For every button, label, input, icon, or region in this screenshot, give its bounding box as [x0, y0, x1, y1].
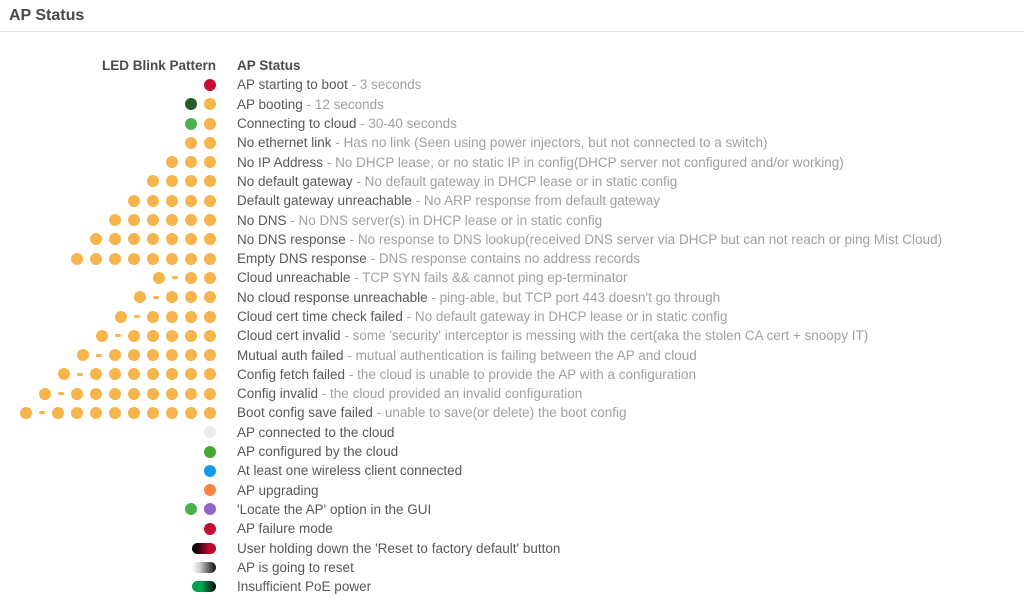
led-dot-orange [147, 311, 159, 323]
status-cell [237, 405, 627, 420]
led-dash [77, 373, 83, 376]
status-name: No DNS response [237, 231, 346, 247]
led-pattern-cell [0, 98, 216, 110]
status-cell [237, 328, 868, 343]
status-description: the cloud is unable to provide the AP with a configuration [357, 366, 697, 382]
status-name: AP starting to boot [237, 77, 348, 93]
status-name: Empty DNS response [237, 251, 367, 267]
led-dot-orange [166, 233, 178, 245]
status-name: AP configured by the cloud [237, 444, 399, 460]
led-dot-orange [71, 388, 83, 400]
status-description: some 'security' interceptor is messing with the cert(aka the stolen CA cert + snoopy IT) [352, 328, 869, 344]
led-dash [172, 276, 178, 279]
status-name: Default gateway unreachable [237, 193, 412, 209]
table-row [0, 500, 1024, 519]
led-pill-black-red [192, 543, 216, 554]
led-pattern-cell [0, 233, 216, 245]
led-dot-orange [185, 156, 197, 168]
status-cell [237, 541, 560, 556]
led-dot-green [185, 503, 197, 515]
status-description: the cloud provided an invalid configuration [330, 386, 583, 402]
status-description: No response to DNS lookup(received DNS server via DHCP but can not reach or ping Mist Cloud) [357, 231, 943, 247]
status-description: No default gateway in DHCP lease or in static config [414, 309, 728, 324]
led-dot-orange [128, 233, 140, 245]
led-dot-orange [204, 272, 216, 284]
status-name: No cloud response unreachable [237, 289, 428, 305]
led-dash [153, 296, 159, 299]
table-row [0, 114, 1024, 133]
table-row [0, 75, 1024, 94]
status-separator: - [340, 328, 353, 344]
status-name: Cloud cert time check failed [237, 309, 403, 324]
table-header-row [0, 56, 1024, 75]
status-name: Config invalid [237, 386, 319, 402]
status-description: DNS response contains no address records [378, 251, 640, 267]
status-name: Connecting to cloud [237, 116, 357, 132]
led-dot-orange [90, 253, 102, 265]
led-status-table [0, 56, 1024, 596]
led-dot-orange [166, 253, 178, 265]
led-pattern-cell [0, 272, 216, 284]
table-row [0, 538, 1024, 557]
status-cell [237, 155, 844, 170]
led-dot-orange [77, 349, 89, 361]
led-dot-orange [147, 175, 159, 187]
status-name: AP is going to reset [237, 559, 354, 575]
status-name: User holding down the 'Reset to factory default' button [237, 540, 561, 556]
table-row [0, 403, 1024, 422]
status-separator: - [356, 116, 369, 132]
status-name: Cloud cert invalid [237, 328, 341, 344]
status-description: unable to save(or delete) the boot config [384, 405, 627, 421]
status-description: TCP SYN fails && cannot ping ep-terminator [362, 270, 628, 286]
led-dot-orange [147, 214, 159, 226]
table-row [0, 191, 1024, 210]
table-row [0, 558, 1024, 577]
header-divider [0, 31, 1024, 32]
status-separator: - [411, 193, 424, 209]
status-cell [237, 97, 384, 112]
status-description: Has no link (Seen using power injectors, but not connected to a switch) [343, 135, 768, 151]
status-cell [237, 483, 319, 498]
status-separator: - [402, 309, 415, 324]
table-row [0, 307, 1024, 326]
led-dot-orange [204, 137, 216, 149]
table-row [0, 423, 1024, 442]
led-dot-orange [109, 349, 121, 361]
led-dot-orange [166, 388, 178, 400]
led-dot-orange [185, 349, 197, 361]
status-separator: - [372, 405, 385, 421]
led-dot-orange [71, 253, 83, 265]
status-description: ping-able, but TCP port 443 doesn't go through [439, 289, 721, 305]
table-row [0, 326, 1024, 345]
led-dot-medgreen [204, 446, 216, 458]
led-dot-green [185, 118, 197, 130]
led-dot-orange [134, 291, 146, 303]
status-name: No DNS [237, 212, 287, 228]
led-pill-green-black [192, 581, 216, 592]
led-dot-orange [147, 330, 159, 342]
status-cell [237, 367, 696, 382]
status-separator: - [347, 77, 360, 93]
led-dot-orange [204, 98, 216, 110]
led-dot-orange [185, 368, 197, 380]
led-dot-orange [153, 272, 165, 284]
led-dot-orange [109, 388, 121, 400]
led-dot-orange [185, 330, 197, 342]
table-row [0, 210, 1024, 229]
status-cell [237, 232, 942, 247]
led-pattern-cell [0, 465, 216, 477]
led-dot-orange [20, 407, 32, 419]
status-description: No DNS server(s) in DHCP lease or in static config [298, 212, 603, 228]
table-row [0, 268, 1024, 287]
led-pattern-cell [0, 349, 216, 361]
led-dot-orange [90, 407, 102, 419]
led-dot-orange [128, 195, 140, 207]
led-dot-orange [128, 368, 140, 380]
status-cell [237, 463, 462, 478]
status-separator: - [331, 135, 344, 151]
status-separator: - [318, 386, 331, 402]
status-name: Boot config save failed [237, 405, 373, 421]
table-row [0, 133, 1024, 152]
led-dot-orange [128, 214, 140, 226]
status-cell [237, 425, 394, 440]
led-dot-orange [109, 368, 121, 380]
status-cell [237, 174, 677, 189]
table-row [0, 442, 1024, 461]
status-description: No ARP response from default gateway [423, 193, 661, 209]
led-dot-orange [185, 272, 197, 284]
table-body [0, 75, 1024, 596]
led-dot-purple [204, 503, 216, 515]
status-cell [237, 193, 660, 208]
led-dot-orange [185, 214, 197, 226]
table-row [0, 288, 1024, 307]
led-dot-orange [166, 195, 178, 207]
led-pattern-cell [0, 175, 216, 187]
led-dot-lightgray [204, 426, 216, 438]
status-description: mutual authentication is failing between the AP and cloud [355, 347, 697, 363]
table-row [0, 365, 1024, 384]
status-name: Config fetch failed [237, 366, 346, 382]
led-dot-orange [185, 233, 197, 245]
led-pattern-cell [0, 446, 216, 458]
led-dot-red [204, 523, 216, 535]
led-pattern-cell [0, 388, 216, 400]
status-cell [237, 77, 421, 92]
led-pattern-cell [0, 253, 216, 265]
led-pattern-cell [0, 523, 216, 535]
led-dot-orange [128, 253, 140, 265]
status-separator: - [286, 212, 299, 228]
led-dash [134, 315, 140, 318]
status-separator: - [345, 231, 358, 247]
led-pattern-cell [0, 79, 216, 91]
led-dot-orange [147, 253, 159, 265]
table-row [0, 345, 1024, 364]
status-cell [237, 444, 398, 459]
status-name: Mutual auth failed [237, 347, 344, 363]
status-cell [237, 251, 640, 266]
led-dot-orange [58, 368, 70, 380]
table-row [0, 577, 1024, 596]
column-header-led-blink-pattern: LED Blink Pattern [101, 58, 216, 74]
led-dot-orange [185, 388, 197, 400]
led-pattern-cell [0, 368, 216, 380]
status-cell [237, 135, 768, 150]
led-dot-orange [90, 368, 102, 380]
status-separator: - [345, 366, 358, 382]
table-row [0, 519, 1024, 538]
led-dot-orange [147, 233, 159, 245]
status-separator: - [352, 173, 365, 189]
status-separator: - [350, 270, 363, 286]
led-dot-orange [52, 407, 64, 419]
led-dash [39, 411, 45, 414]
led-dot-orange [166, 291, 178, 303]
led-dot-orange [185, 175, 197, 187]
status-name: AP booting [237, 96, 303, 112]
status-cell [237, 270, 627, 285]
led-dot-orange [109, 233, 121, 245]
led-dot-orange [166, 407, 178, 419]
led-dot-orange [204, 156, 216, 168]
page-title: AP Status [9, 7, 85, 24]
led-dot-orange [147, 388, 159, 400]
led-dash [58, 392, 64, 395]
table-row [0, 152, 1024, 171]
status-name: At least one wireless client connected [237, 463, 463, 479]
led-dot-orange [128, 330, 140, 342]
led-dot-orange [204, 253, 216, 265]
table-row [0, 461, 1024, 480]
led-pattern-cell [0, 581, 216, 592]
led-dot-orange [185, 311, 197, 323]
table-row [0, 249, 1024, 268]
led-dot-orange [166, 311, 178, 323]
status-name: No IP Address [237, 154, 324, 170]
led-dot-darkgreen [185, 98, 197, 110]
led-dot-orange [90, 233, 102, 245]
led-dot-orange [90, 388, 102, 400]
led-dot-blue [204, 465, 216, 477]
led-dot-orange [204, 330, 216, 342]
led-dot-orange [166, 368, 178, 380]
status-separator: - [302, 96, 315, 112]
led-dot-orange [166, 349, 178, 361]
led-pattern-cell [0, 291, 216, 303]
table-row [0, 230, 1024, 249]
led-dot-orange [128, 388, 140, 400]
led-dot-orange [166, 330, 178, 342]
led-dot-orange [128, 407, 140, 419]
status-cell [237, 560, 354, 575]
led-pill-white-black [192, 562, 216, 573]
led-pattern-cell [0, 311, 216, 323]
led-dot-red [204, 79, 216, 91]
status-cell [237, 116, 457, 131]
led-dot-orange [109, 253, 121, 265]
status-separator: - [323, 154, 336, 170]
led-dot-orange [185, 253, 197, 265]
table-row [0, 95, 1024, 114]
table-row [0, 481, 1024, 500]
status-cell [237, 290, 720, 305]
status-cell [237, 386, 582, 401]
led-dot-orange [109, 407, 121, 419]
led-pattern-cell [0, 543, 216, 554]
led-dot-orange [166, 214, 178, 226]
status-name: Insufficient PoE power [237, 579, 372, 595]
led-pattern-cell [0, 426, 216, 438]
led-dot-orange [204, 291, 216, 303]
status-name: AP upgrading [237, 482, 319, 498]
led-pattern-cell [0, 484, 216, 496]
led-pattern-cell [0, 156, 216, 168]
led-dot-orange [204, 311, 216, 323]
status-description: No default gateway in DHCP lease or in static config [364, 173, 678, 189]
led-dot-orange [204, 349, 216, 361]
status-name: AP failure mode [237, 521, 333, 537]
status-separator: - [343, 347, 356, 363]
status-description: 3 seconds [359, 77, 422, 93]
led-dot-orange [204, 195, 216, 207]
status-cell [237, 213, 602, 228]
led-dash [115, 334, 121, 337]
led-dot-orange [204, 233, 216, 245]
status-cell [237, 521, 333, 536]
table-row [0, 384, 1024, 403]
led-pattern-cell [0, 214, 216, 226]
led-dot-orange [185, 291, 197, 303]
status-name: No ethernet link [237, 135, 332, 151]
led-dot-orange [185, 137, 197, 149]
status-cell [237, 579, 371, 594]
page-header [0, 0, 1024, 31]
status-name: 'Locate the AP' option in the GUI [237, 501, 432, 517]
led-dot-orange [96, 330, 108, 342]
status-description: No DHCP lease, or no static IP in config(DHCP server not configured and/or working) [335, 154, 844, 170]
led-dot-orange [147, 407, 159, 419]
led-pattern-cell [0, 503, 216, 515]
led-dot-orange [128, 349, 140, 361]
led-dot-orange [204, 407, 216, 419]
led-dot-orange [204, 368, 216, 380]
led-dot-salmon [204, 484, 216, 496]
led-pattern-cell [0, 330, 216, 342]
led-dot-orange [115, 311, 127, 323]
led-pattern-cell [0, 118, 216, 130]
status-name: AP connected to the cloud [237, 424, 395, 440]
status-name: No default gateway [237, 173, 353, 189]
status-cell [237, 348, 697, 363]
led-dot-orange [166, 175, 178, 187]
led-dot-orange [39, 388, 51, 400]
led-dot-orange [147, 349, 159, 361]
status-cell [237, 309, 728, 324]
table-row [0, 172, 1024, 191]
led-dot-orange [204, 175, 216, 187]
led-dot-orange [185, 407, 197, 419]
led-pattern-cell [0, 137, 216, 149]
led-dot-orange [71, 407, 83, 419]
status-name: Cloud unreachable [237, 270, 351, 286]
column-header-ap-status: AP Status [237, 58, 301, 74]
status-separator: - [366, 251, 379, 267]
led-dash [96, 354, 102, 357]
led-pattern-cell [0, 407, 216, 419]
led-dot-orange [166, 156, 178, 168]
led-dot-orange [204, 118, 216, 130]
led-pattern-cell [0, 195, 216, 207]
led-dot-orange [147, 195, 159, 207]
led-pattern-cell [0, 562, 216, 573]
led-dot-orange [204, 388, 216, 400]
led-dot-orange [109, 214, 121, 226]
led-dot-orange [185, 195, 197, 207]
led-dot-orange [204, 214, 216, 226]
status-separator: - [427, 289, 440, 305]
status-cell [237, 502, 431, 517]
status-description: 30-40 seconds [368, 116, 457, 132]
status-description: 12 seconds [314, 96, 384, 112]
led-dot-orange [147, 368, 159, 380]
